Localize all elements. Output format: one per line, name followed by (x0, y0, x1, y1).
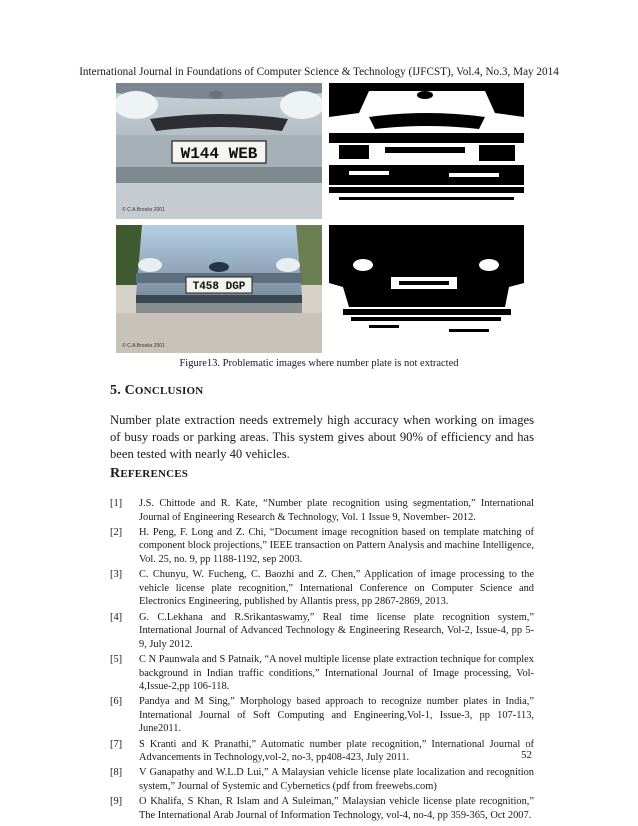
car1-plate-text: W144 WEB (180, 145, 258, 163)
references-list (110, 497, 534, 824)
reference-text: O Khalifa, S Khan, R Islam and A Suleiman,” Malaysian vehicle license plate recognition,” The International Arab Journal of Information Technology, vol-4, no-4, pp 359-365, Oct 2007. (139, 796, 534, 821)
reference-item (110, 695, 534, 736)
reference-text: G. C.Lekhana and R.Srikantaswamy,” Real time license plate recognition system,” International Journal of Advanced Technology & Engineering Research, Vol-2, Issue-4, pp 5-9, July 2012. (139, 611, 534, 650)
car1-binary-image (329, 83, 524, 219)
reference-text: H. Peng, F. Long and Z. Chi, “Document image recognition based on template matching of component block projections,” IEEE transaction on Pattern Analysis and machine Intelligence, Vol. 25, no. 9, pp 1188-1192, sep 2003. (139, 526, 534, 565)
conclusion-heading (110, 383, 203, 399)
references-title-initial: R (110, 466, 121, 481)
conclusion-title-initial: C (124, 383, 135, 398)
reference-number: [7] (110, 738, 123, 750)
car1-copyright: © C.A.Brooks 2001 (122, 207, 165, 213)
reference-item (110, 497, 534, 524)
reference-text: S Kranti and K Pranathi,” Automatic number plate recognition,” International Journal of Advancements in Technology,vol-2, no-3, pp408-423, July 2011. (139, 738, 534, 764)
reference-number: [6] (110, 696, 123, 708)
conclusion-title-rest: ONCLUSION (134, 385, 204, 397)
reference-number: [9] (110, 796, 123, 808)
reference-text: V Ganapathy and W.L.D Lui,” A Malaysian vehicle license plate localization and recognition system,” Journal of Systemic and Cybernetics (pdf from freewebs.com) (139, 767, 534, 793)
reference-text: C N Paunwala and S Patnaik, “A novel multiple license plate extraction technique for complex background in Indian traffic conditions,” International Journal of Image processing, Vol-4,Issue-2,pp 106-118. (139, 653, 534, 693)
references-heading (110, 466, 188, 482)
car1-photo (116, 83, 322, 219)
reference-item (110, 526, 534, 567)
reference-number: [8] (110, 767, 123, 779)
car2-photo (116, 225, 322, 353)
conclusion-number: 5. (110, 383, 121, 398)
references-title-rest: EFERENCES (120, 468, 189, 480)
reference-item (110, 795, 534, 822)
journal-header: International Journal in Foundations of Computer Science & Technology (IJFCST), Vol.4, No.3, May 2014 (79, 66, 559, 78)
reference-number: [2] (110, 526, 123, 538)
reference-number: [4] (110, 611, 123, 623)
reference-item (110, 738, 534, 765)
reference-number: [3] (110, 569, 123, 581)
conclusion-paragraph: Number plate extraction needs extremely high accuracy when working on images of busy roads or parking areas. This system gives about 90% of efficiency and has been tested with nearly 40 vehicles. (110, 413, 534, 461)
reference-item (110, 766, 534, 793)
reference-text: Pandya and M Sing,” Morphology based approach to recognize number plates in India,” International Journal of Soft Computing and Engineering,Vol-1, Issue-3, pp 107-113, June2011. (139, 696, 534, 735)
car2-binary-image (329, 225, 524, 353)
car2-plate-text: T458 DGP (192, 281, 246, 293)
reference-item (110, 568, 534, 609)
reference-text: C. Chunyu, W. Fucheng, C. Baozhi and Z. Chen,” Application of image processing to the vehicle license plate recognition,” International Conference on Computer Science and Electronics Engineering, published by Allantis press, pp 2867-2869, 2013. (139, 569, 534, 608)
reference-text: J.S. Chittode and R. Kate, “Number plate recognition using segmentation,” International Journal of Engineering Research & Technology, Vol. 1 Issue 9, November- 2012. (139, 498, 534, 523)
reference-item (110, 611, 534, 652)
page-number: 52 (521, 749, 532, 761)
car2-copyright: © C.A.Brooks 2001 (122, 343, 165, 349)
reference-number: [5] (110, 653, 123, 665)
reference-item (110, 653, 534, 694)
figure-caption: Figure13. Problematic images where number plate is not extracted (179, 358, 459, 369)
reference-number: [1] (110, 498, 123, 509)
